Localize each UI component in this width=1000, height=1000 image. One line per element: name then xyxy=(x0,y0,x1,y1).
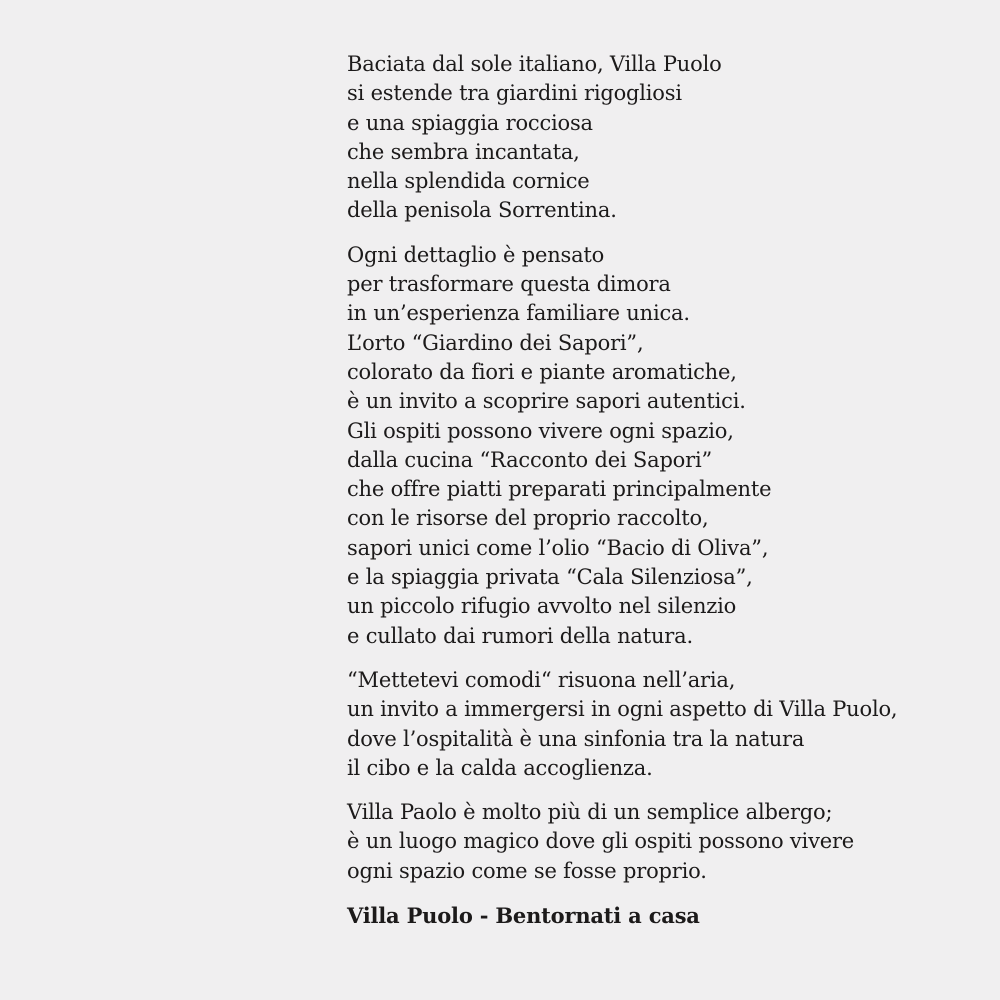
text-line: e cullato dai rumori della natura. xyxy=(347,623,693,648)
text-line: sapori unici come l’olio “Bacio di Oliva”, xyxy=(347,535,769,560)
text-line: “Mettetevi comodi“ risuona nell’aria, xyxy=(347,667,736,692)
text-line: L’orto “Giardino dei Sapori”, xyxy=(347,330,644,355)
text-line: con le risorse del proprio raccolto, xyxy=(347,506,709,531)
text-line: colorato da fiori e piante aromatiche, xyxy=(347,359,737,384)
text-line: si estende tra giardini rigogliosi xyxy=(347,81,682,106)
text-line: che sembra incantata, xyxy=(347,139,580,164)
text-line: per trasformare questa dimora xyxy=(347,272,671,297)
text-line: della penisola Sorrentina. xyxy=(347,198,617,223)
text-line: in un’esperienza familiare unica. xyxy=(347,301,690,326)
text-column xyxy=(347,50,987,930)
text-line: il cibo e la calda accoglienza. xyxy=(347,755,653,780)
text-line: un piccolo rifugio avvolto nel silenzio xyxy=(347,594,737,619)
text-line: un invito a immergersi in ogni aspetto di Villa Puolo, xyxy=(347,697,898,722)
text-line: e la spiaggia privata “Cala Silenziosa”, xyxy=(347,565,753,590)
paragraph-intro xyxy=(347,50,987,226)
text-line: è un invito a scoprire sapori autentici. xyxy=(347,389,746,414)
text-line: Ogni dettaglio è pensato xyxy=(347,242,605,267)
text-line: è un luogo magico dove gli ospiti possono vivere xyxy=(347,829,855,854)
paragraph-details xyxy=(347,241,987,651)
text-line: Villa Paolo è molto più di un semplice albergo; xyxy=(347,800,833,825)
text-line: e una spiaggia rocciosa xyxy=(347,110,593,135)
text-line: Gli ospiti possono vivere ogni spazio, xyxy=(347,418,734,443)
text-line: che offre piatti preparati principalmente xyxy=(347,477,772,502)
text-line: Baciata dal sole italiano, Villa Puolo xyxy=(347,52,722,76)
text-line: dalla cucina “Racconto dei Sapori” xyxy=(347,447,713,472)
text-line: ogni spazio come se fosse proprio. xyxy=(347,858,707,883)
text-line: nella splendida cornice xyxy=(347,169,590,194)
paragraph-closing xyxy=(347,798,987,886)
text-line: dove l’ospitalità è una sinfonia tra la natura xyxy=(347,726,805,751)
signature: Villa Puolo - Bentornati a casa xyxy=(347,903,700,929)
paragraph-welcome xyxy=(347,666,987,783)
